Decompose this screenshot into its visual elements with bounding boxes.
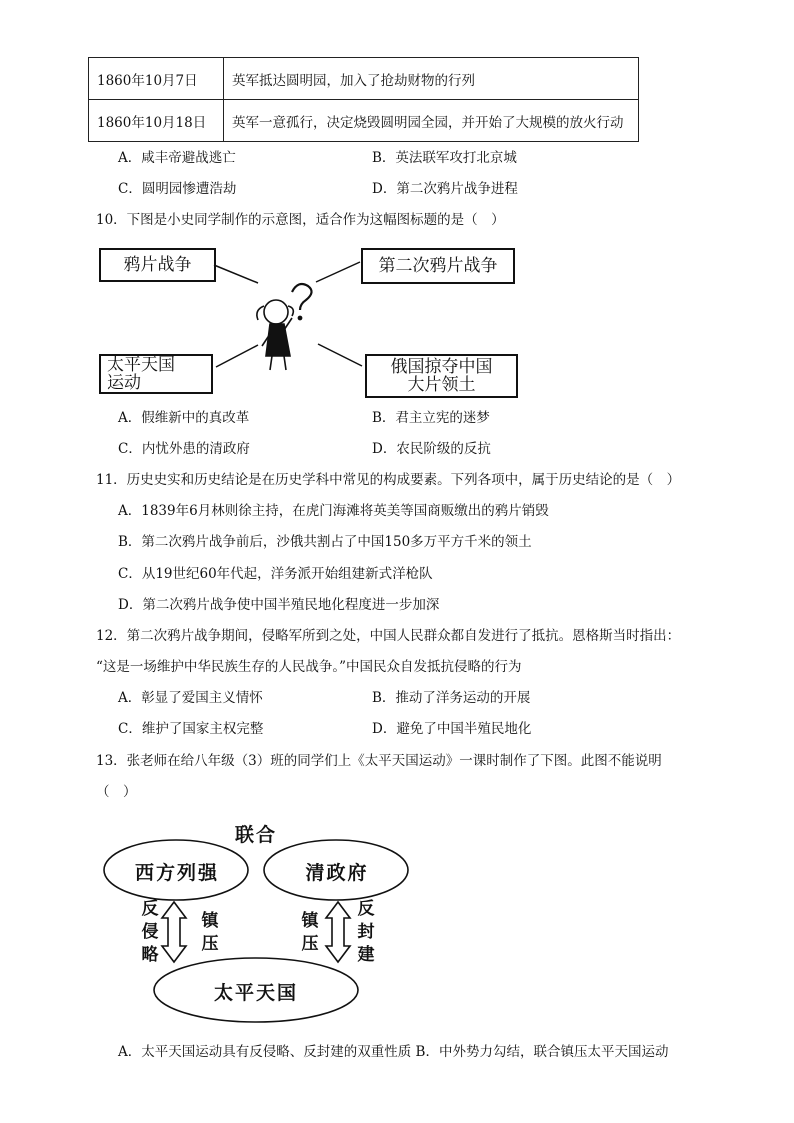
box-second-opium-war: 第二次鸦片战争 — [361, 248, 515, 284]
q11-option-d: D．第二次鸦片战争使中国半殖民地化程度进一步加深 — [118, 597, 440, 613]
table-cell-date: 1860年10月18日 — [89, 100, 224, 142]
q11-stem: 11．历史史实和历史结论是在历史学科中常见的构成要素。下列各项中，属于历史结论的是（ ） — [96, 472, 681, 488]
box-russia-line2: 大片领土 — [407, 375, 476, 395]
label-anti-aggression: 反侵略 — [141, 899, 159, 965]
table-cell-date: 1860年10月7日 — [89, 58, 224, 100]
q12-stem-line1: 12．第二次鸦片战争期间，侵略军所到之处，中国人民群众都自发进行了抵抗。恩格斯当时指出： — [96, 628, 681, 644]
ellipse-taiping: 太平天国 — [213, 982, 298, 1004]
q10-stem: 10．下图是小史同学制作的示意图，适合作为这幅图标题的是（ ） — [96, 212, 505, 228]
q13-options-ab: A．太平天国运动具有反侵略、反封建的双重性质 B．中外势力勾结，联合镇压太平天国运动 — [118, 1044, 669, 1060]
q9-option-a: A．咸丰帝避战逃亡 — [118, 150, 236, 166]
box-taiping-line2: 运动 — [107, 373, 141, 393]
q11-option-b: B．第二次鸦片战争前后，沙俄共割占了中国150多万平方千米的领土 — [118, 534, 532, 550]
q13-stem-line2: （ ） — [96, 784, 137, 800]
q10-option-a: A．假维新中的真改革 — [118, 410, 250, 426]
q9-option-d: D．第二次鸦片战争进程 — [372, 181, 518, 197]
q9-option-c: C．圆明园惨遭浩劫 — [118, 181, 237, 197]
box-taiping-line1: 太平天国 — [107, 355, 175, 375]
q12-stem-line2: “这是一场维护中华民族生存的人民战争。”中国民众自发抵抗侵略的行为 — [96, 659, 522, 675]
box-russia-line1: 俄国掠夺中国 — [390, 357, 493, 377]
label-suppress-right: 镇压 — [301, 911, 319, 954]
q13-stem-line1: 13．张老师在给八年级（3）班的同学们上《太平天国运动》一课时制作了下图。此图不能说明 — [96, 753, 662, 769]
table-cell-event: 英军抵达圆明园，加入了抢劫财物的行列 — [224, 58, 639, 100]
q10-option-d: D．农民阶级的反抗 — [372, 441, 491, 457]
label-alliance: 联合 — [234, 824, 277, 846]
q12-option-a: A．彰显了爱国主义情怀 — [118, 690, 263, 706]
q9-option-b: B．英法联军攻打北京城 — [372, 150, 517, 166]
ellipse-western-powers: 西方列强 — [134, 862, 219, 884]
ellipse-qing-government: 清政府 — [305, 862, 369, 884]
table-cell-event: 英军一意孤行，决定烧毁圆明园全园，并开始了大规模的放火行动 — [224, 100, 639, 142]
q10-option-c: C．内忧外患的清政府 — [118, 441, 250, 457]
box-russia — [365, 354, 518, 398]
label-anti-feudal: 反封建 — [357, 899, 375, 965]
q10-option-b: B．君主立宪的迷梦 — [372, 410, 490, 426]
q11-option-a: A．1839年6月林则徐主持，在虎门海滩将英美等国商贩缴出的鸦片销毁 — [118, 503, 549, 519]
q12-option-d: D．避免了中国半殖民地化 — [372, 721, 532, 737]
box-taiping — [99, 354, 213, 394]
q11-option-c: C．从19世纪60年代起，洋务派开始组建新式洋枪队 — [118, 566, 433, 582]
thinking-girl-icon — [257, 284, 312, 370]
q12-option-b: B．推动了洋务运动的开展 — [372, 690, 531, 706]
q12-option-c: C．维护了国家主权完整 — [118, 721, 264, 737]
box-opium-war: 鸦片战争 — [99, 248, 216, 282]
label-suppress-left: 镇压 — [201, 911, 219, 954]
